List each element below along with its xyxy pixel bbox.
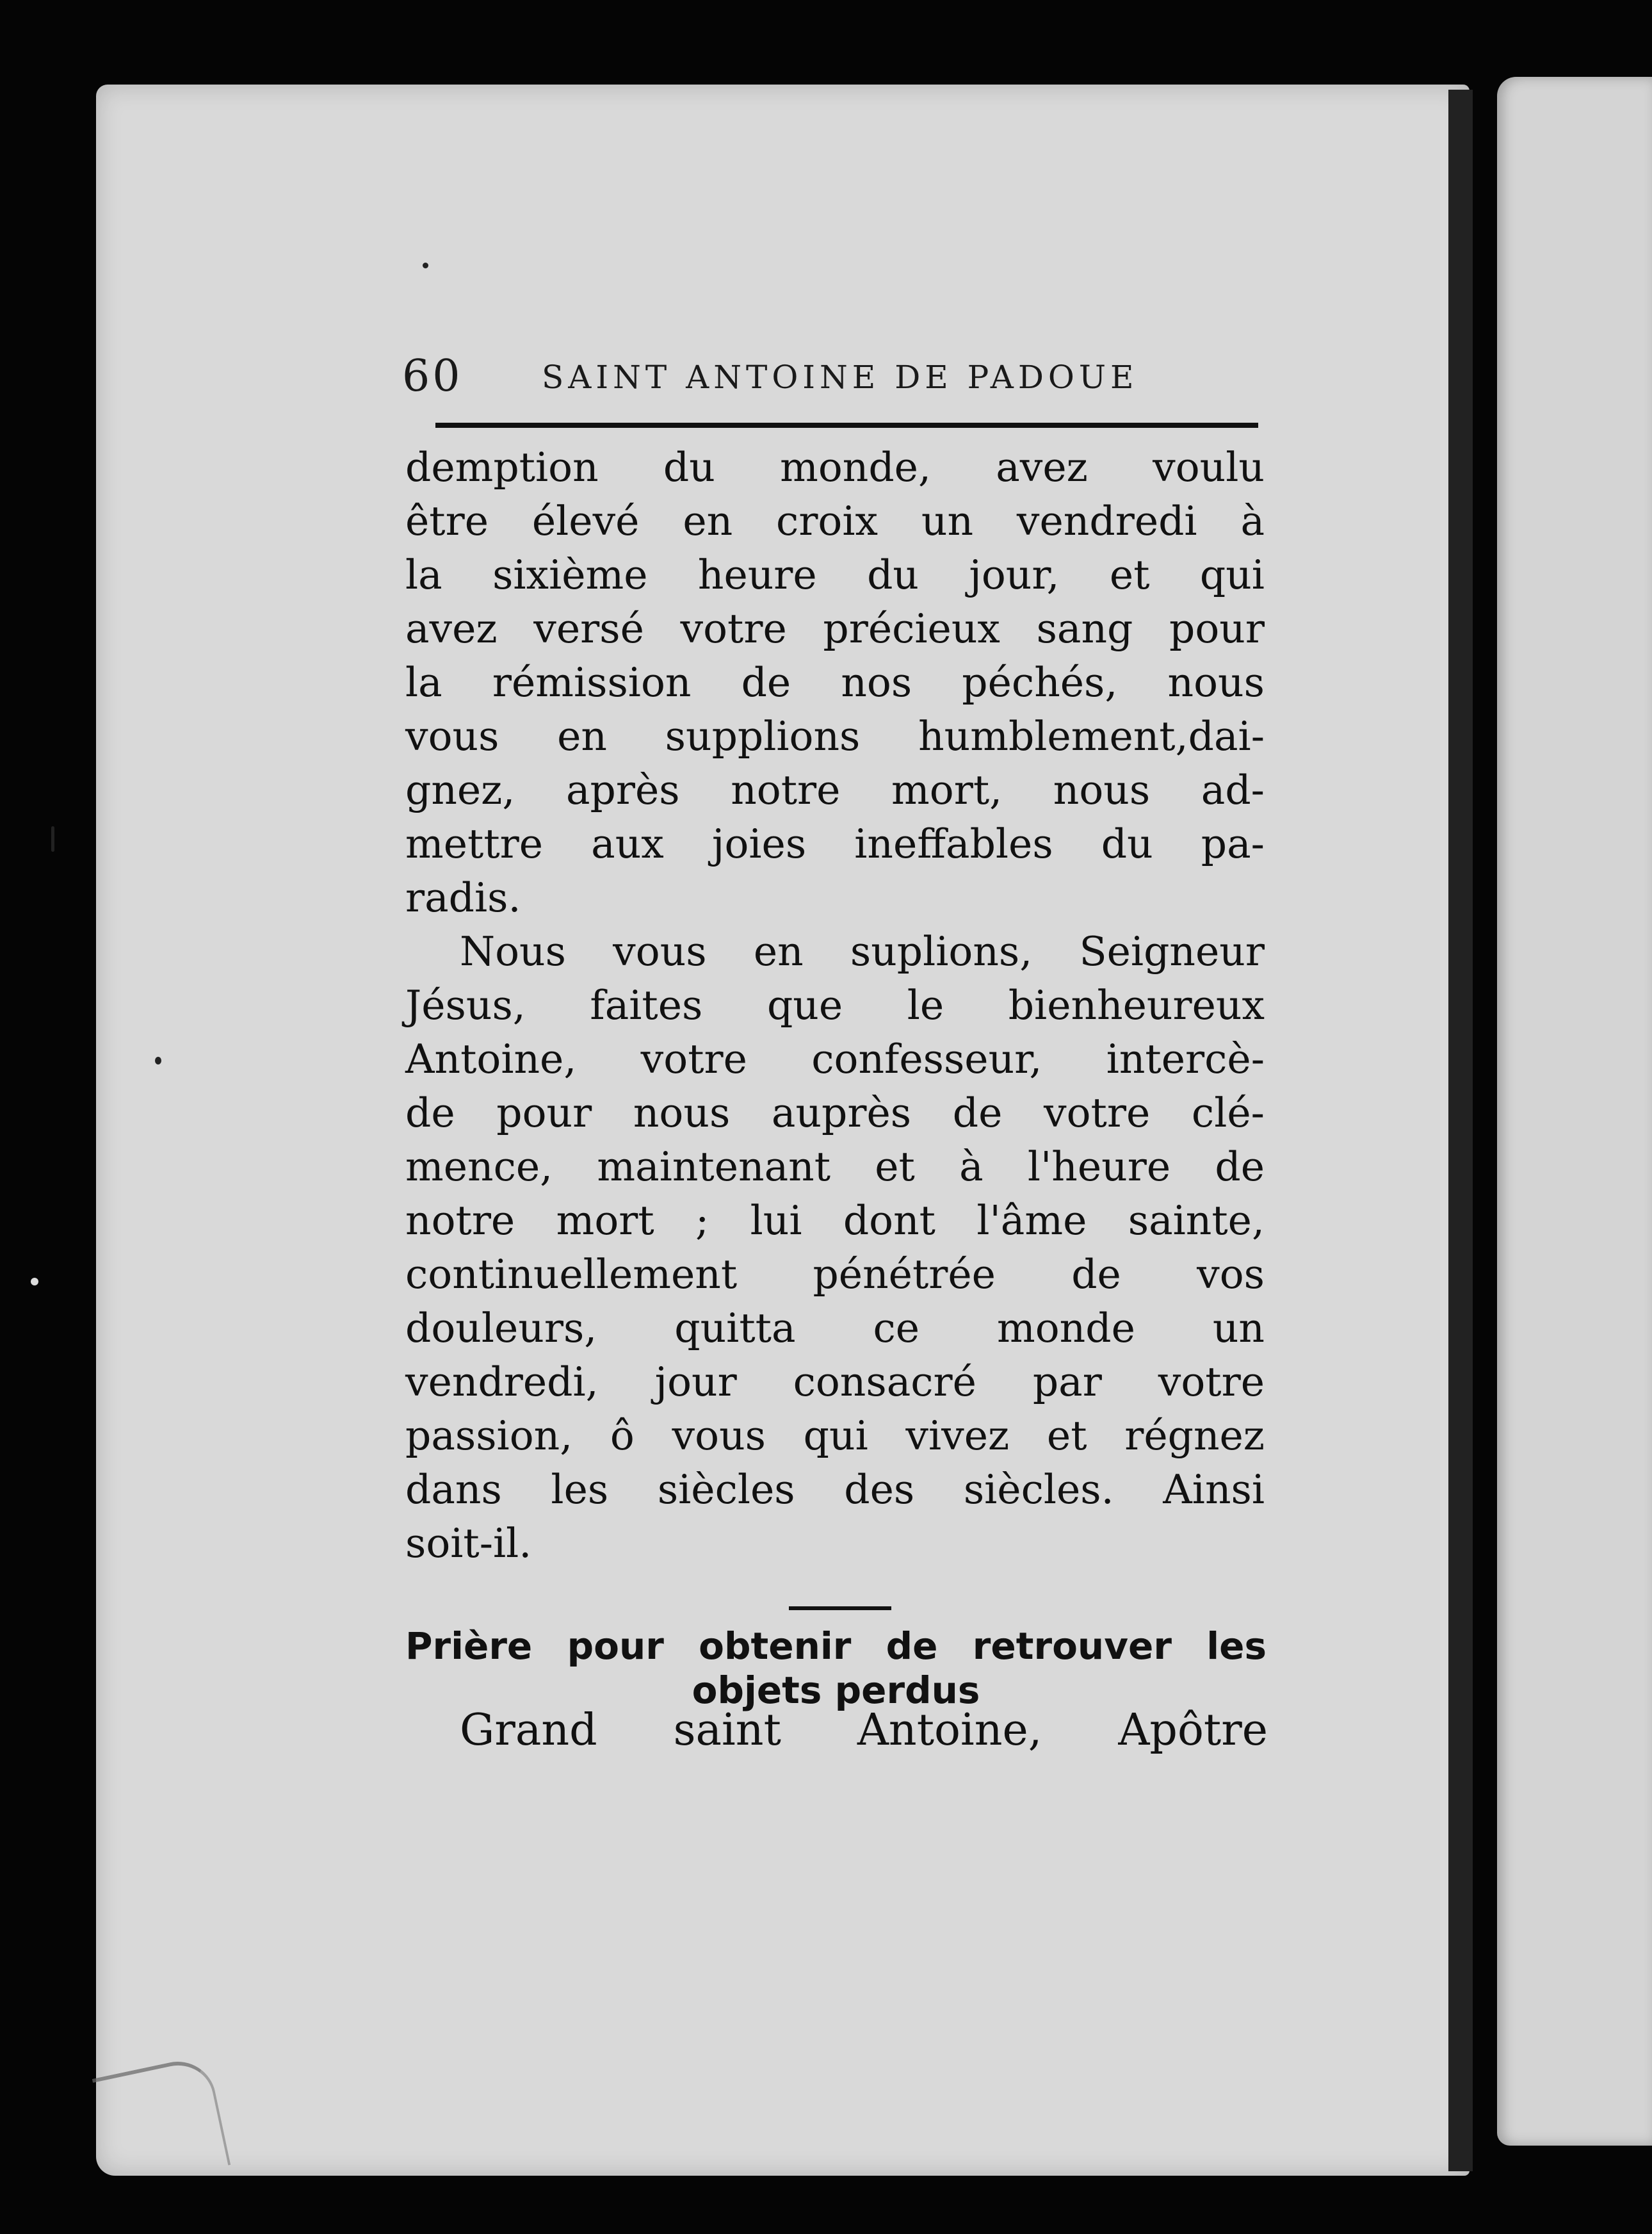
word: supplions — [665, 713, 861, 760]
word: aux — [591, 820, 664, 867]
word: siècles. — [963, 1466, 1114, 1513]
word: Antoine, — [405, 1036, 577, 1082]
next-paragraph-start — [460, 1704, 1268, 1757]
text-line — [405, 1517, 1265, 1570]
text-line — [405, 1301, 1265, 1355]
word: nous — [1167, 659, 1265, 706]
word: Nous — [460, 928, 566, 975]
word: mort — [556, 1197, 654, 1244]
word: versé — [533, 605, 644, 652]
word: un — [1212, 1305, 1265, 1351]
word: votre — [680, 605, 787, 652]
word: monde, — [780, 444, 931, 491]
page-number: 60 — [402, 351, 463, 402]
word: vous — [672, 1412, 766, 1459]
word: précieux — [823, 605, 1000, 652]
word: nous — [633, 1089, 731, 1136]
word: maintenant — [597, 1143, 831, 1190]
section-title-line-1 — [405, 1622, 1267, 1670]
text-line — [405, 1194, 1265, 1248]
text-line — [405, 817, 1265, 871]
text-line — [405, 1355, 1265, 1409]
dust-speck — [31, 1278, 38, 1285]
title-word: pour — [567, 1624, 664, 1668]
word: ô — [610, 1412, 635, 1459]
title-word: Prière — [405, 1624, 533, 1668]
word: continuellement — [405, 1251, 738, 1298]
word: heure — [697, 551, 817, 598]
word: joies — [711, 820, 807, 867]
text-line — [405, 441, 1265, 494]
text-line — [405, 925, 1265, 979]
word: bienheureux — [1008, 982, 1265, 1029]
section-title — [405, 1622, 1267, 1713]
word: de — [1215, 1143, 1265, 1190]
text-line — [405, 1032, 1265, 1086]
word: à — [959, 1143, 984, 1190]
word: en — [557, 713, 607, 760]
word: consacré — [793, 1358, 976, 1405]
word: passion, — [405, 1412, 573, 1459]
title-word: de — [886, 1624, 938, 1668]
word: soit-il. — [405, 1520, 532, 1567]
text-line — [405, 494, 1265, 548]
title-word: retrouver — [972, 1624, 1172, 1668]
text-line — [405, 1409, 1265, 1463]
running-title: SAINT ANTOINE DE PADOUE — [542, 359, 1138, 396]
word: notre — [731, 767, 841, 813]
word: ad- — [1201, 767, 1265, 813]
word: sang — [1036, 605, 1133, 652]
header-rule — [435, 423, 1258, 428]
word: nous — [1053, 767, 1151, 813]
word: ; — [695, 1197, 709, 1244]
title-word: les — [1206, 1624, 1267, 1668]
word: pénétrée — [813, 1251, 996, 1298]
word: des — [844, 1466, 915, 1513]
text-line — [405, 979, 1265, 1032]
word: les — [551, 1466, 609, 1513]
word: nos — [841, 659, 912, 706]
text-line — [405, 1140, 1265, 1194]
word: péchés, — [962, 659, 1118, 706]
word: demption — [405, 444, 599, 491]
word: avez — [996, 444, 1088, 491]
word: dont — [843, 1197, 935, 1244]
word: votre — [1044, 1089, 1151, 1136]
word: Antoine, — [857, 1705, 1042, 1756]
word: douleurs, — [405, 1305, 597, 1351]
word: auprès — [771, 1089, 912, 1136]
word: de — [952, 1089, 1003, 1136]
word: que — [766, 982, 843, 1029]
prayer-text — [405, 441, 1265, 1570]
text-line — [405, 548, 1265, 602]
word: élevé — [531, 498, 640, 544]
text-line — [405, 602, 1265, 656]
title-word: obtenir — [699, 1624, 852, 1668]
word: l'âme — [976, 1197, 1087, 1244]
word: Seigneur — [1079, 928, 1265, 975]
word: être — [405, 498, 489, 544]
word: du — [663, 444, 715, 491]
word: vous — [613, 928, 707, 975]
word: pa- — [1201, 820, 1265, 867]
word: du — [867, 551, 919, 598]
word: après — [566, 767, 680, 813]
word: ineffables — [854, 820, 1053, 867]
word: Ainsi — [1163, 1466, 1265, 1513]
word: Grand — [460, 1705, 597, 1756]
word: Apôtre — [1118, 1705, 1268, 1756]
word: intercè- — [1106, 1036, 1265, 1082]
text-line — [405, 1248, 1265, 1301]
word: mence, — [405, 1143, 553, 1190]
word: le — [907, 982, 944, 1029]
word: siècles — [657, 1466, 795, 1513]
text-line — [405, 1463, 1265, 1517]
word: rémission — [492, 659, 692, 706]
word: mort, — [891, 767, 1003, 813]
word: faites — [590, 982, 703, 1029]
word: votre — [1158, 1358, 1265, 1405]
word: clé- — [1191, 1089, 1265, 1136]
word: régnez — [1124, 1412, 1265, 1459]
adjacent-page-edge — [1497, 77, 1652, 2146]
word: vendredi — [1016, 498, 1197, 544]
word: en — [753, 928, 804, 975]
word: vos — [1197, 1251, 1265, 1298]
word: vivez — [905, 1412, 1010, 1459]
word: jour — [654, 1358, 737, 1405]
dust-speck — [155, 1057, 161, 1064]
word: voulu — [1153, 444, 1265, 491]
word: sainte, — [1128, 1197, 1265, 1244]
word: de — [741, 659, 791, 706]
word: et — [875, 1143, 915, 1190]
section-separator — [789, 1606, 891, 1610]
word: gnez, — [405, 767, 515, 813]
word: votre — [640, 1036, 747, 1082]
word: mettre — [405, 820, 544, 867]
word: saint — [673, 1705, 781, 1756]
word: humblement,dai- — [918, 713, 1265, 760]
text-line — [405, 656, 1265, 710]
text-line — [405, 871, 1265, 925]
word: sixième — [492, 551, 648, 598]
word: avez — [405, 605, 498, 652]
word: ce — [873, 1305, 920, 1351]
word: monde — [997, 1305, 1135, 1351]
word: du — [1101, 820, 1153, 867]
word: qui — [803, 1412, 868, 1459]
word: un — [921, 498, 974, 544]
text-line — [405, 763, 1265, 817]
word: de — [1071, 1251, 1121, 1298]
word: notre — [405, 1197, 515, 1244]
word: par — [1032, 1358, 1102, 1405]
word: Jésus, — [405, 982, 526, 1029]
word: vous — [405, 713, 499, 760]
word: confesseur, — [811, 1036, 1042, 1082]
word: et — [1046, 1412, 1087, 1459]
word: à — [1240, 498, 1265, 544]
dust-speck — [423, 263, 428, 268]
word: jour, — [969, 551, 1060, 598]
word: et — [1109, 551, 1150, 598]
word: vendredi, — [405, 1358, 599, 1405]
word: pour — [1169, 605, 1265, 652]
word: de — [405, 1089, 455, 1136]
section-title-line-2: objets perdus — [692, 1668, 980, 1712]
scratch-mark — [51, 826, 54, 852]
word: la — [405, 551, 442, 598]
word: dans — [405, 1466, 502, 1513]
text-line — [405, 1086, 1265, 1140]
word: qui — [1199, 551, 1265, 598]
page-spine-edge — [1448, 90, 1473, 2171]
word: radis. — [405, 874, 521, 921]
word: en — [683, 498, 733, 544]
word: lui — [750, 1197, 802, 1244]
word: suplions, — [850, 928, 1033, 975]
text-line — [405, 710, 1265, 763]
word: croix — [776, 498, 879, 544]
word: la — [405, 659, 442, 706]
word: l'heure — [1027, 1143, 1171, 1190]
word: pour — [496, 1089, 592, 1136]
word: quitta — [674, 1305, 796, 1351]
